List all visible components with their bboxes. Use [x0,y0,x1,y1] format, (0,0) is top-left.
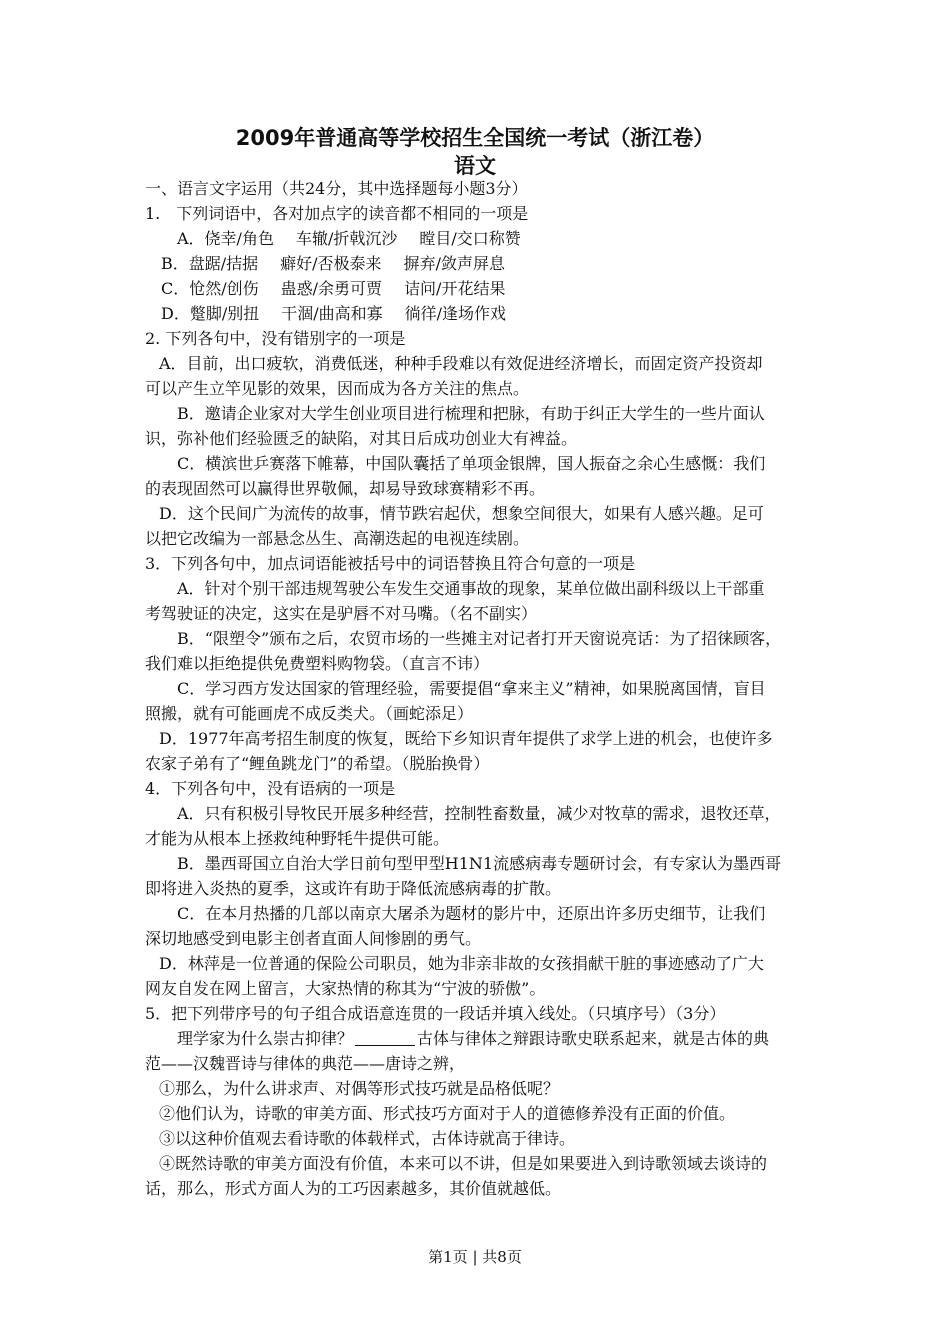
q1-option-b [145,251,810,276]
q2-a-line1: A．目前，出口疲软，消费低迷，种种手段难以有效促进经济增长，而固定资产投资却 [159,354,763,373]
q2-a-line2: 可以产生立竿见影的效果，因而成为各方关注的焦点。 [145,379,530,398]
q3-c-line2: 照搬，就有可能画虎不成反类犬。（画蛇添足） [145,704,474,723]
q1-option-a [145,226,810,251]
q3-d-line2: 农家子弟有了“鲤鱼跳龙门”的希望。（脱胎换骨） [145,754,490,773]
q1-c-2: 蛊惑/余勇可贾 [280,279,383,298]
q2-d-line2: 以把它改编为一部悬念丛生、高潮迭起的电视连续剧。 [145,529,530,548]
q3-stem: 3．下列各句中，加点词语能被括号中的词语替换且符合句意的一项是 [145,554,636,573]
q1-d-2: 干涸/曲高和寡 [281,304,383,323]
q1-a-3: 瞠目/交口称赞 [419,229,521,248]
q3-c-line1: C．学习西方发达国家的管理经验，需要提倡“拿来主义”精神，如果脱离国情，盲目 [177,679,766,698]
section-heading: 一、语言文字运用（共24分，其中选择题每小题3分） [145,179,528,198]
q4-b-line1: B．墨西哥国立自治大学日前句型甲型H1N1流感病毒专题研讨会，有专家认为墨西哥 [177,854,782,873]
q2-c-line1: C．横滨世乒赛落下帷幕，中国队囊括了单项金银牌，国人振奋之余心生感慨：我们 [177,454,766,473]
q4-a-line2: 才能为从根本上拯救纯种野牦牛提供可能。 [145,829,450,848]
q5-stem: 5．把下列带序号的句子组合成语意连贯的一段话并填入线处。（只填序号）（3分） [145,1004,726,1023]
q5-sentence-3: ③以这种价值观去看诗歌的体载样式，古体诗就高于律诗。 [159,1129,576,1148]
q2-c-line2: 的表现固然可以赢得世界敬佩，却易导致球赛精彩不再。 [145,479,546,498]
q4-stem: 4．下列各句中，没有语病的一项是 [145,779,396,798]
q5-passage-start: 理学家为什么崇古抑律？ [177,1029,354,1048]
q1-option-c [145,276,810,301]
q5-sentence-4-line1: ④既然诗歌的审美方面没有价值，本来可以不讲，但是如果要进入到诗歌领域去谈诗的 [159,1154,768,1173]
exam-title: 2009年普通高等学校招生全国统一考试（浙江卷） [235,126,715,150]
q5-passage-cont: 古体与律体之辩跟诗歌史联系起来，就是古体的典 [417,1029,770,1048]
q4-d-line1: D．林萍是一位普通的保险公司职员，她为非亲非故的女孩捐献干脏的事迹感动了广大 [159,954,764,973]
q5-passage-line1 [145,1026,810,1051]
q1-b-3: 摒弃/敛声屏息 [403,254,505,273]
q2-b-line1: B．邀请企业家对大学生创业项目进行梳理和把脉，有助于纠正大学生的一些片面认 [177,404,765,423]
q4-a-line1: A．只有积极引导牧民开展多种经营，控制牲畜数量，减少对牧草的需求，退牧还草， [177,804,781,823]
q1-stem: 1. 下列词语中，各对加点字的读音都不相同的一项是 [145,204,529,223]
q5-sentence-4-line2: 话，那么，形式方面人为的工巧因素越多，其价值就越低。 [145,1179,562,1198]
subject-title: 语文 [454,154,496,178]
q3-a-line2: 考驾驶证的决定，这实在是驴唇不对马嘴。（名不副实） [145,604,538,623]
q1-b-2: 癖好/否极泰来 [280,254,382,273]
q1-c-3: 诘问/开花结果 [404,279,506,298]
q1-d-3: 徜徉/逢场作戏 [404,304,507,323]
q4-d-line2: 网友自发在网上留言，大家热情的称其为“宁波的骄傲”。 [145,979,546,998]
q3-a-line1: A．针对个别干部违规驾驶公车发生交通事故的现象，某单位做出副科级以上干部重 [177,579,765,598]
q4-c-line1: C．在本月热播的几部以南京大屠杀为题材的影片中，还原出许多历史细节，让我们 [177,904,766,923]
q4-c-line2: 深切地感受到电影主创者直面人间惨剧的勇气。 [145,929,482,948]
q3-b-line1: B．“限塑令”颁布之后，农贸市场的一些摊主对记者打开天窗说亮话：为了招徕顾客， [177,629,782,648]
q3-d-line1: D．1977年高考招生制度的恢复，既给下乡知识青年提供了求学上进的机会，也使许多 [159,729,773,748]
q1-a-1: A．侥幸/角色 [177,229,274,248]
exam-content [145,176,810,1201]
q1-a-2: 车辙/折戟沉沙 [295,229,398,248]
q2-b-line2: 识，弥补他们经验匮乏的缺陷，对其日后成功创业大有裨益。 [145,429,578,448]
q3-b-line2: 我们难以拒绝提供免费塑料购物袋。（直言不讳） [145,654,490,673]
q2-stem: 2. 下列各句中，没有错别字的一项是 [145,329,406,348]
q1-c-1: C．怆然/创伤 [161,279,259,298]
q2-d-line1: D．这个民间广为流传的故事，情节跌宕起伏，想象空间很大，如果有人感兴趣。足可 [159,504,764,523]
q4-b-line2: 即将进入炎热的夏季，这或许有助于降低流感病毒的扩散。 [145,879,562,898]
q5-answer-blank [355,1029,415,1046]
q1-d-1: D．蹩脚/别扭 [161,304,260,323]
q5-sentence-2: ②他们认为，诗歌的审美方面、形式技巧方面对于人的道德修养没有正面的价值。 [159,1104,736,1123]
q5-passage-line2: 范——汉魏晋诗与律体的典范——唐诗之辨， [145,1054,466,1073]
q1-b-1: B．盘踞/拮据 [161,254,259,273]
q1-option-d [145,301,810,326]
page-footer: 第1页 | 共8页 [428,1248,522,1266]
q5-sentence-1: ①那么，为什么讲求声、对偶等形式技巧就是品格低呢？ [159,1079,560,1098]
